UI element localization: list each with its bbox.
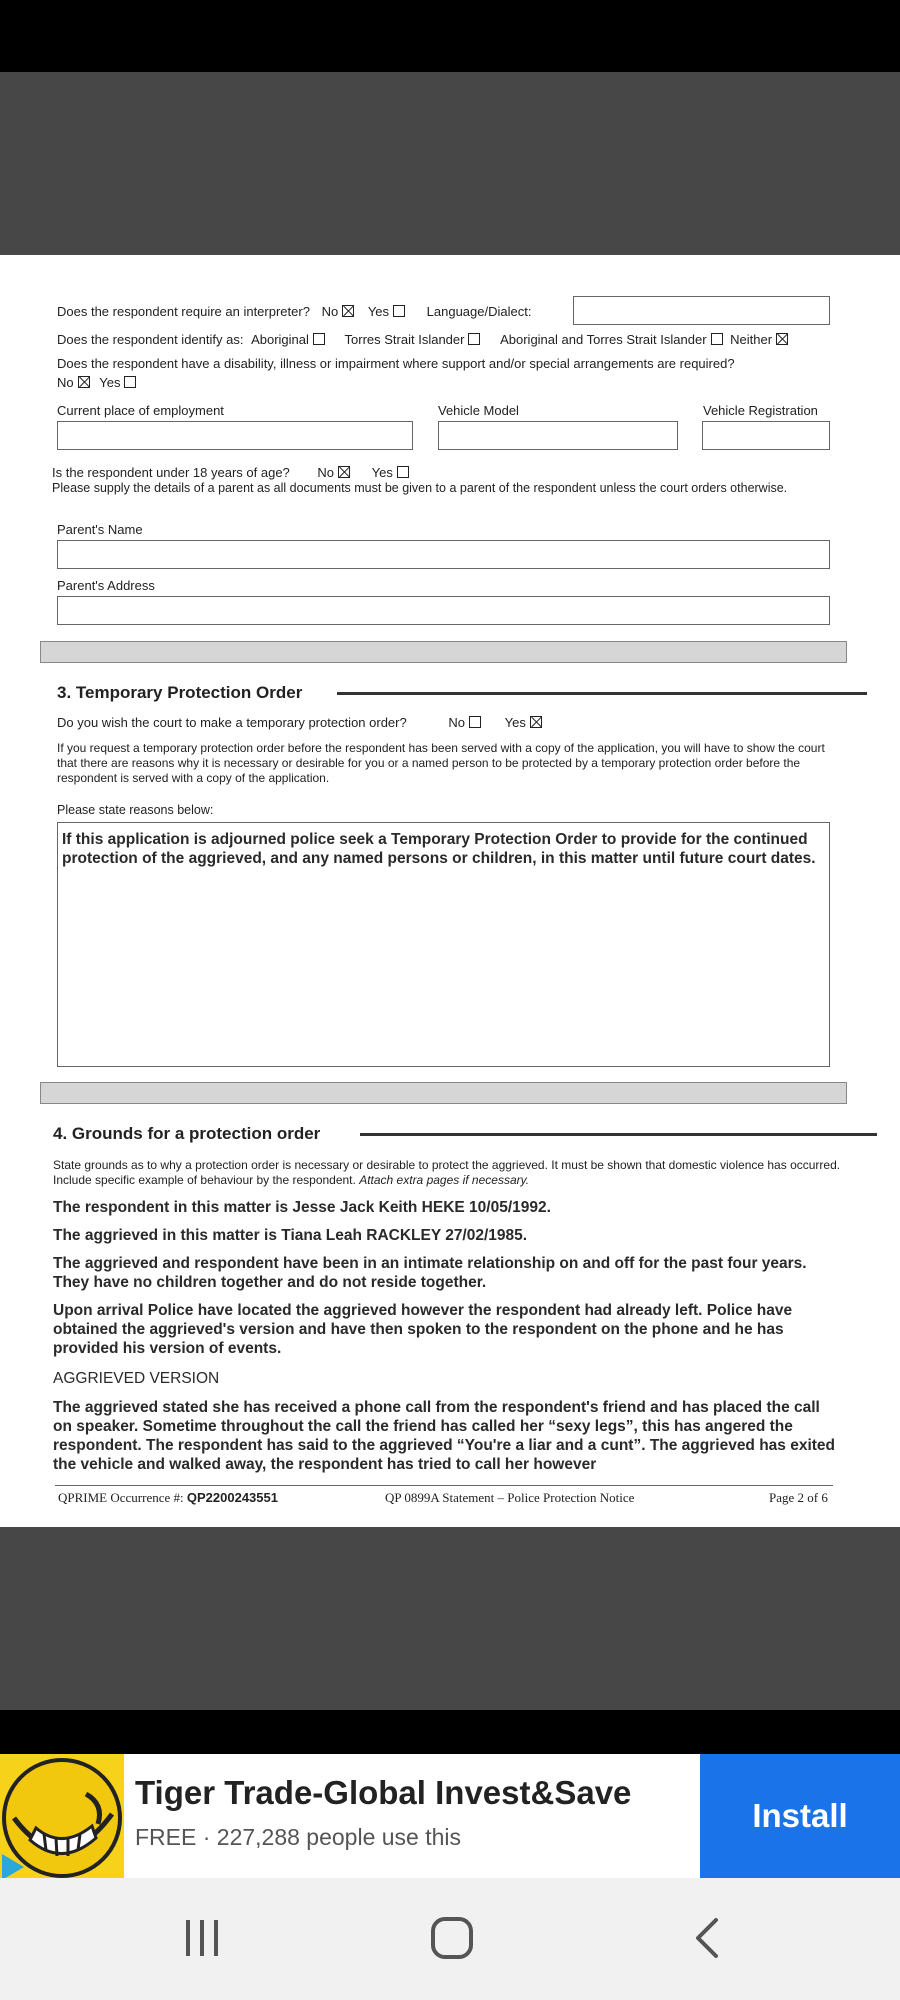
occurrence-number: QP2200243551 [186, 1490, 278, 1505]
disability-options [57, 375, 140, 390]
neither-checkbox-checked[interactable] [776, 333, 788, 345]
grounds-para-relationship: The aggrieved and respondent have been in an intimate relationship on and off for the past four years. They have no children together and do not reside together. [53, 1255, 807, 1291]
identity-question: Does the respondent identify as: [57, 332, 244, 347]
interpreter-yes-label: Yes [367, 304, 390, 319]
grounds-para-aggrieved-version: The aggrieved stated she has received a phone call from the respondent's friend and has placed the call on speaker. Sometime throughout the call the friend has called her “sexy legs”, this has angered the respondent. The respondent has said to the aggrieved “You're a liar and a cunt”. The aggrieved has exited the vehicle and walked away, the respondent has tried to call her however [53, 1399, 836, 1473]
recent-apps-icon[interactable] [180, 1916, 224, 1960]
disability-question: Does the respondent have a disability, illness or impairment where support and/or special arrangements are required? [57, 356, 735, 371]
tpo-yes-label: Yes [504, 715, 526, 730]
interpreter-question: Does the respondent require an interpreter? [57, 304, 310, 319]
navigation-bar [0, 1878, 900, 2000]
torres-checkbox[interactable] [468, 333, 480, 345]
occurrence-label: QPRIME Occurrence #: [58, 1490, 184, 1505]
under18-yes-label: Yes [371, 465, 393, 480]
disability-no-checkbox-checked[interactable] [78, 376, 90, 388]
employment-label: Current place of employment [57, 403, 224, 418]
parent-address-field[interactable] [57, 596, 830, 625]
ad-separator [0, 1710, 900, 1754]
tpo-info: If you request a temporary protection order before the respondent has been served with a copy of the application, you will have to show the court that there are reasons why it is necessary or desirable for you or a named person to be protected by a temporary protection order before the respondent is served with a copy of the application. [57, 741, 825, 785]
grounds-para-respondent: The respondent in this matter is Jesse Jack Keith HEKE 10/05/1992. [53, 1199, 551, 1216]
tpo-yes-checkbox-checked[interactable] [530, 716, 542, 728]
section3-title: 3. Temporary Protection Order [57, 683, 303, 702]
interpreter-no-checkbox-checked[interactable] [342, 305, 354, 317]
footer-page-number: Page 2 of 6 [769, 1490, 828, 1505]
reasons-textarea[interactable] [57, 822, 830, 1067]
footer-form: QP 0899A Statement – Police Protection Notice [385, 1490, 635, 1505]
ad-banner[interactable] [0, 1754, 900, 1878]
language-field[interactable] [573, 296, 830, 325]
ad-title[interactable]: Tiger Trade-Global Invest&Save [135, 1774, 632, 1811]
grounds-instructions [53, 1158, 843, 1188]
grounds-para-aggrieved: The aggrieved in this matter is Tiana Leah RACKLEY 27/02/1985. [53, 1227, 528, 1244]
status-bar [0, 0, 900, 72]
section-divider-bar-2 [40, 1082, 847, 1104]
parent-address-label: Parent's Address [57, 578, 155, 593]
tpo-question: Do you wish the court to make a temporary protection order? [57, 715, 407, 730]
footer-rule [55, 1485, 833, 1486]
viewer-background-bottom [0, 1527, 900, 1710]
vehicle-model-label: Vehicle Model [438, 403, 519, 418]
tpo-question-row [57, 715, 546, 730]
disability-yes-checkbox[interactable] [124, 376, 136, 388]
vehicle-model-field[interactable] [438, 421, 678, 450]
under18-no-checkbox-checked[interactable] [338, 466, 350, 478]
back-icon[interactable] [686, 1916, 730, 1960]
section4-rule [360, 1133, 877, 1136]
reasons-label: Please state reasons below: [57, 803, 214, 817]
both-checkbox[interactable] [711, 333, 723, 345]
identity-neither-label: Neither [730, 332, 773, 347]
interpreter-no-label: No [321, 304, 339, 319]
grounds-para-arrival: Upon arrival Police have located the aggrieved however the respondent had already left. Police have obtained the aggrieved's version and have then spoken to the respondent on the phone and he has provided his version of events. [53, 1302, 793, 1357]
section-divider-bar [40, 641, 847, 663]
footer-occurrence [58, 1490, 278, 1506]
employment-field[interactable] [57, 421, 413, 450]
grounds-instructions-italic: Attach extra pages if necessary. [359, 1173, 530, 1187]
interpreter-row [57, 304, 531, 319]
under18-yes-checkbox[interactable] [397, 466, 409, 478]
vehicle-registration-field[interactable] [702, 421, 830, 450]
document-page[interactable] [0, 255, 900, 1527]
language-label: Language/Dialect: [426, 304, 532, 319]
parent-name-field[interactable] [57, 540, 830, 569]
disability-yes-label: Yes [99, 375, 121, 390]
install-button[interactable]: Install [700, 1754, 900, 1878]
parent-name-label: Parent's Name [57, 522, 143, 537]
under18-question: Is the respondent under 18 years of age? [52, 465, 290, 480]
grounds-instructions-text: State grounds as to why a protection order is necessary or desirable to protect the aggrieved. It must be shown that domestic violence has occurred. Include specific example of behaviour by the respondent. [53, 1158, 841, 1187]
section4-title: 4. Grounds for a protection order [53, 1124, 321, 1143]
under18-row [52, 465, 413, 480]
tiger-logo-icon[interactable] [0, 1754, 124, 1878]
vehicle-registration-label: Vehicle Registration [703, 403, 818, 418]
identity-row [57, 332, 792, 347]
viewer-background-top [0, 72, 900, 255]
tpo-no-label: No [448, 715, 465, 730]
identity-aboriginal-label: Aboriginal [251, 332, 309, 347]
identity-both-label: Aboriginal and Torres Strait Islander [500, 332, 707, 347]
reasons-text: If this application is adjourned police seek a Temporary Protection Order to provide for the continued protection of the aggrieved, and any named persons or children, in this matter until future court dates. [62, 831, 816, 867]
ad-subtitle: FREE · 227,288 people use this [135, 1824, 462, 1850]
tpo-no-checkbox[interactable] [469, 716, 481, 728]
aggrieved-version-heading: AGGRIEVED VERSION [53, 1370, 220, 1387]
section3-rule [337, 692, 867, 695]
under18-no-label: No [317, 465, 335, 480]
aboriginal-checkbox[interactable] [313, 333, 325, 345]
disability-no-label: No [57, 375, 74, 390]
identity-torres-label: Torres Strait Islander [344, 332, 465, 347]
interpreter-yes-checkbox[interactable] [393, 305, 405, 317]
home-icon[interactable] [430, 1916, 474, 1960]
parent-note: Please supply the details of a parent as all documents must be given to a parent of the respondent unless the court orders otherwise. [52, 481, 788, 495]
